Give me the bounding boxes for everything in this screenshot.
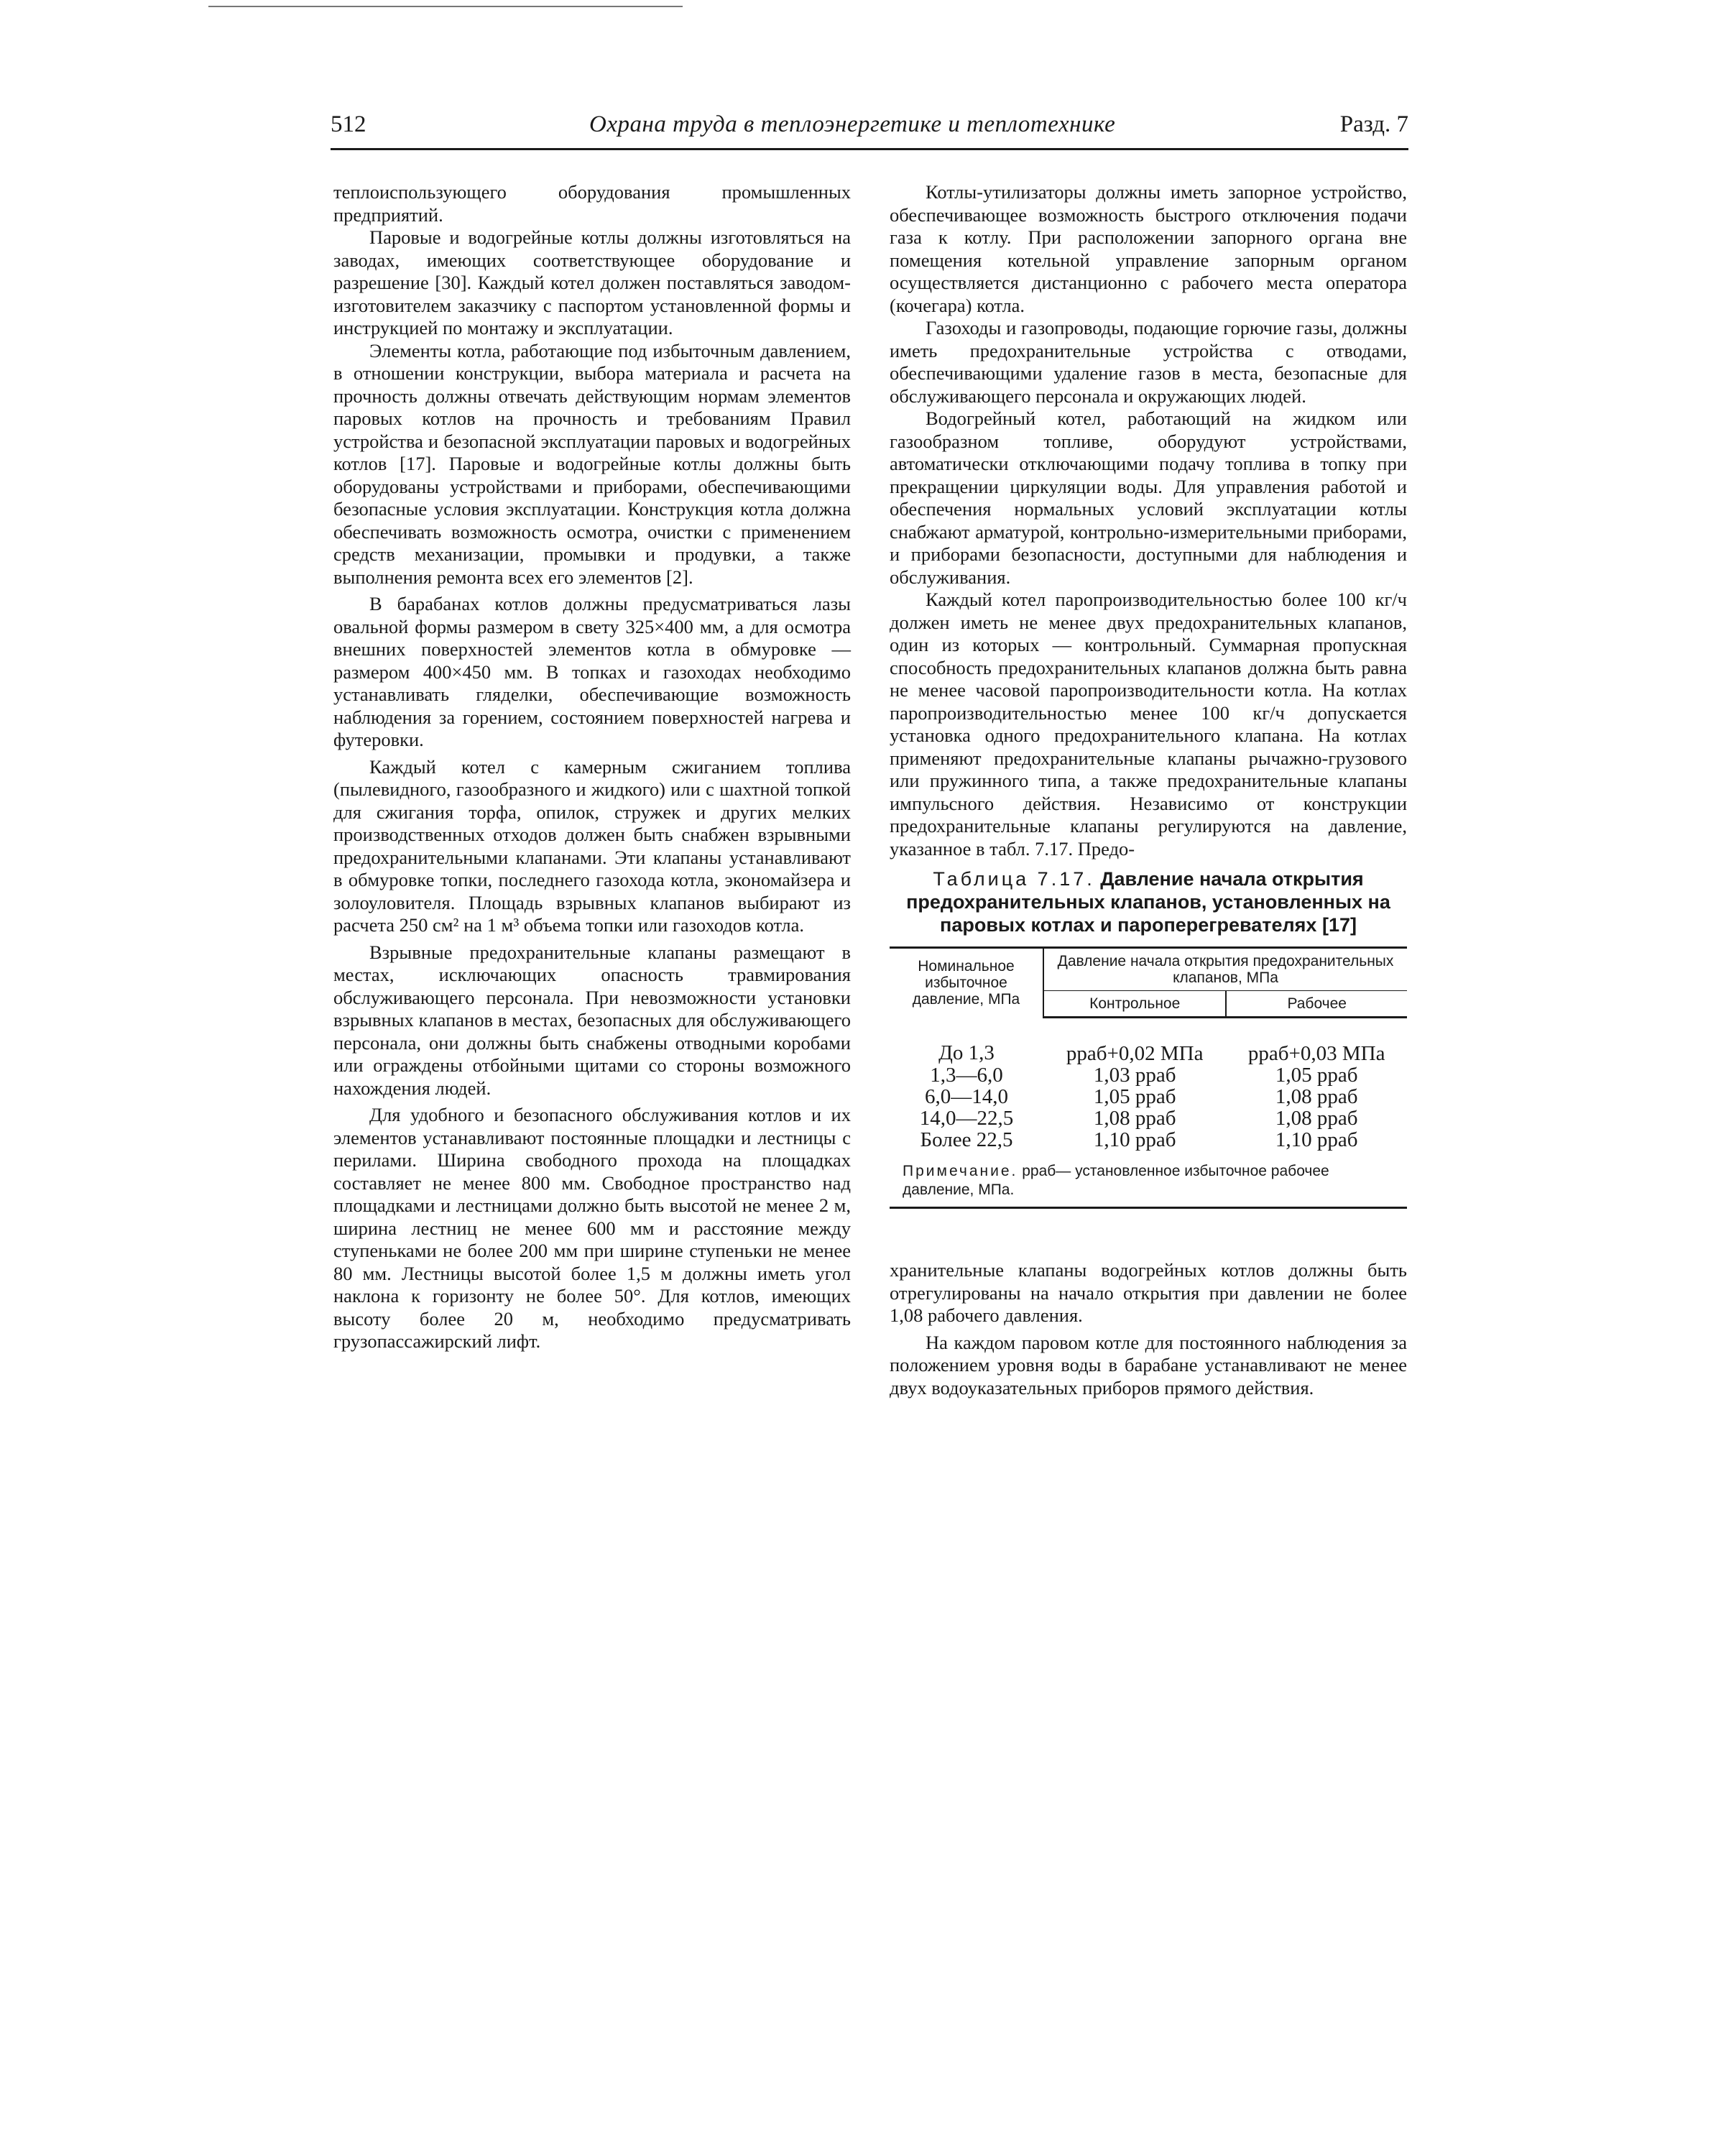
paragraph: Каждый котел паропроизводительностью более 100 кг/ч должен иметь не менее двух предохранительных клапанов, один из которых — контрольный. Суммарная пропускная способность предохранительных клапанов должна быть равна не менее часовой паропроизводительности котла. На котлах паропроизводительностью менее 100 кг/ч допускается установка одного предохранительного клапана. На котлах применяют предохранительные клапаны рычажно-грузового или пружинного типа, а также предохранительные клапаны импульсного действия. Независимо от конструкции предохранительные клапаны регулируются на давление, указанное в табл. 7.17. Предо- [890, 589, 1407, 860]
left-column [333, 181, 851, 1353]
paragraph: Каждый котел с камерным сжиганием топлива (пылевидного, газообразного и жидкого) или с шахтной топкой для сжигания торфа, опилок, стружек и других мелких производственных отходов должен быть снабжен взрывными предохранительными клапанами. Эти клапаны устанавливают в обмуровке топки, последнего газохода котла, экономайзера и золоуловителя. Площадь взрывных клапанов выбирают из расчета 250 см² на 1 м³ объема топки или газоходов котла. [333, 755, 851, 936]
cell-nominal: Более 22,5 [920, 1128, 1013, 1151]
paragraph: В барабанах котлов должны предусматриваться лазы овальной формы размером в свету 325×400 мм, а для осмотра внешних поверхностей элементов котла в обмуровке — размером 400×450 мм. В топках и газоходах необходимо устанавливать гляделки, обеспечивающие возможность наблюдения за горением, состоянием поверхностей нагрева и футеровки. [333, 593, 851, 750]
table-row [890, 1018, 1407, 1065]
cell-control: 1,05 pраб [1093, 1085, 1176, 1108]
paragraph: Котлы-утилизаторы должны иметь запорное устройство, обеспечивающее возможность быстрого отключения подачи газа к котлу. При расположении запорного органа вне помещения котельной управление запорным органом осуществляется дистанционно с рабочего места оператора (кочегара) котла. [890, 181, 1407, 316]
cell-control: 1,08 pраб [1093, 1107, 1176, 1130]
cell-working: 1,08 pраб [1275, 1107, 1358, 1130]
cell-working: 1,05 pраб [1275, 1064, 1358, 1087]
header-nominal: Номинальное избыточное давление, МПа [890, 948, 1043, 1018]
section-label: Разд. 7 [1339, 111, 1408, 137]
running-title: Охрана труда в теплоэнергетике и теплотехнике [589, 111, 1116, 137]
table-row [890, 1107, 1407, 1129]
paragraph: теплоиспользующего оборудования промышленных предприятий. [333, 181, 851, 226]
cell-control: 1,03 pраб [1093, 1064, 1176, 1087]
cell-control: 1,10 pраб [1093, 1128, 1176, 1151]
table-row [890, 1129, 1407, 1151]
paragraph: Паровые и водогрейные котлы должны изготовляться на заводах, имеющих соответствующее оборудование и разрешение [30]. Каждый котел должен поставляться заводом-изготовителем заказчику с паспортом установленной формы и инструкцией по монтажу и эксплуатации. [333, 226, 851, 338]
scan-edge-line [208, 6, 683, 7]
cell-nominal: 6,0—14,0 [925, 1085, 1008, 1108]
paragraph: Взрывные предохранительные клапаны размещают в местах, исключающих опасность травмирования обслуживающего персонала. При невозможности установки взрывных клапанов в местах, безопасных для обслуживающего персонала, они должны быть снабжены отводными коробами или ограждены отбойными щитами со стороны возможного нахождения людей. [333, 941, 851, 1099]
note-text: pраб— установленное избыточное рабочее давление, МПа. [903, 1163, 1329, 1198]
table-caption [890, 867, 1407, 936]
header-rule [331, 148, 1408, 150]
paragraph: Водогрейный котел, работающий на жидком или газообразном топливе, оборудуют устройствами, автоматически отключающими подачу топлива в топку при прекращении циркуляции воды. Для управления работой и обеспечения нормальных условий эксплуатации котлы снабжают арматурой, контрольно-измерительными приборами, и приборами безопасности, доступными для наблюдения и обслуживания. [890, 407, 1407, 588]
cell-control: pраб+0,02 МПа [1066, 1042, 1204, 1065]
header-group: Давление начала открытия предохранительных клапанов, МПа [1043, 948, 1407, 991]
table-note [890, 1151, 1407, 1208]
cell-nominal: 1,3—6,0 [930, 1064, 1003, 1087]
table-title: Давление начала открытия предохранительных клапанов, установленных на паровых котлах и пароперегревателях [17] [906, 868, 1390, 936]
page-number: 512 [331, 111, 366, 137]
cell-working: 1,10 pраб [1275, 1128, 1358, 1151]
table-label: Таблица 7.17. [933, 868, 1095, 890]
paragraph: хранительные клапаны водогрейных котлов должны быть отрегулированы на начало открытия при давлении не более 1,08 рабочего давления. [890, 1259, 1407, 1326]
page-header [331, 108, 1408, 141]
paragraph: Для удобного и безопасного обслуживания котлов и их элементов устанавливают постоянные площадки и лестницы с перилами. Ширина свободного прохода на площадках составляет не менее 800 мм. Свободное пространство над площадками и лестницами должно быть высотой не менее 2 м, ширина лестниц не менее 600 мм и расстояние между ступеньками не более 200 мм при ширине ступеньки не менее 80 мм. Лестницы высотой более 1,5 м должны иметь угол наклона к горизонту не более 50°. Для котлов, имеющих высоту более 20 м, необходимо предусматривать грузопассажирский лифт. [333, 1104, 851, 1352]
cell-working: 1,08 pраб [1275, 1085, 1358, 1108]
table-row [890, 1086, 1407, 1107]
header-working: Рабочее [1226, 991, 1407, 1018]
paragraph: На каждом паровом котле для постоянного наблюдения за положением уровня воды в барабане устанавливают не менее двух водоуказательных приборов прямого действия. [890, 1331, 1407, 1399]
header-control: Контрольное [1043, 991, 1226, 1018]
cell-working: pраб+0,03 МПа [1247, 1042, 1385, 1065]
note-label: Примечание. [903, 1163, 1018, 1179]
pressure-table [890, 946, 1407, 1209]
cell-nominal: До 1,3 [938, 1041, 995, 1065]
cell-nominal: 14,0—22,5 [919, 1107, 1014, 1130]
right-column [890, 181, 1407, 1399]
table-row [890, 1064, 1407, 1086]
paragraph: Газоходы и газопроводы, подающие горючие газы, должны иметь предохранительные устройства с отводами, обеспечивающими удаление газов в места, безопасные для обслуживающего персонала и окружающих людей. [890, 317, 1407, 407]
paragraph: Элементы котла, работающие под избыточным давлением, в отношении конструкции, выбора материала и расчета на прочность должны отвечать действующим нормам элементов паровых котлов на прочность и требованиям Правил устройства и безопасной эксплуатации паровых и водогрейных котлов [17]. Паровые и водогрейные котлы должны быть оборудованы устройствами и приборами, обеспечивающими безопасные условия эксплуатации. Конструкция котла должна обеспечивать возможность осмотра, очистки с применением средств механизации, промывки и продувки, а также выполнения ремонта всех его элементов [2]. [333, 339, 851, 588]
